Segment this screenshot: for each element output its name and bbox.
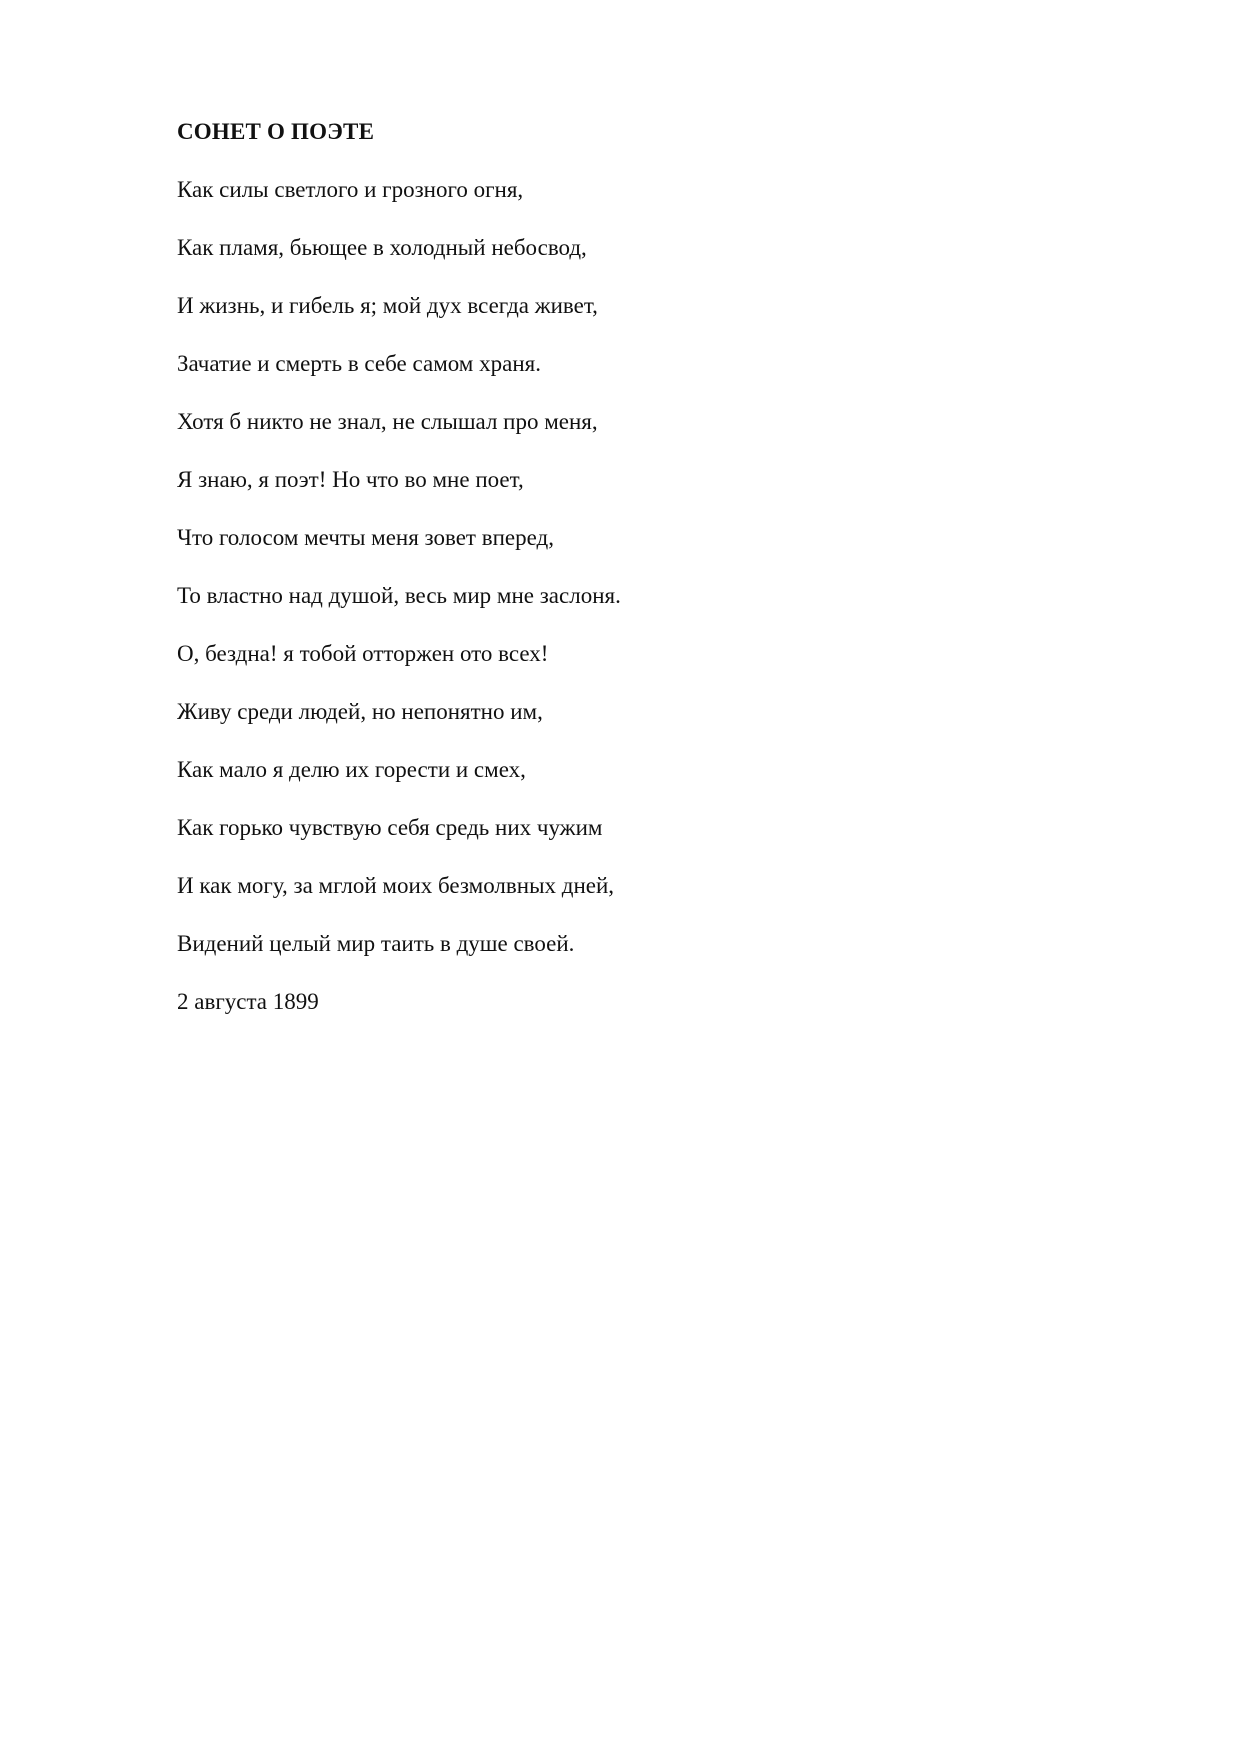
- poem-line: Видений целый мир таить в душе своей.: [177, 931, 575, 956]
- poem-line: О, бездна! я тобой отторжен ото всех!: [177, 641, 549, 666]
- poem-body: [177, 174, 1077, 960]
- poem-line: То властно над душой, весь мир мне заслоня.: [177, 583, 621, 608]
- poem-line: Как мало я делю их горести и смех,: [177, 757, 526, 782]
- poem-line: Что голосом мечты меня зовет вперед,: [177, 525, 554, 550]
- poem-line: Хотя б никто не знал, не слышал про меня,: [177, 409, 598, 434]
- poem-line: Как горько чувствую себя средь них чужим: [177, 815, 603, 840]
- poem-line: И как могу, за мглой моих безмолвных дней,: [177, 873, 615, 898]
- poem-date: 2 августа 1899: [177, 989, 319, 1014]
- poem-line: Зачатие и смерть в себе самом храня.: [177, 351, 541, 376]
- poem-container: [177, 116, 1077, 1018]
- poem-line: Я знаю, я поэт! Но что во мне поет,: [177, 467, 524, 492]
- poem-line: Как силы светлого и грозного огня,: [177, 177, 524, 202]
- poem-line: И жизнь, и гибель я; мой дух всегда живет,: [177, 293, 598, 318]
- poem-title: СОНЕТ О ПОЭТЕ: [177, 119, 375, 144]
- poem-line: Живу среди людей, но непонятно им,: [177, 699, 543, 724]
- poem-line: Как пламя, бьющее в холодный небосвод,: [177, 235, 587, 260]
